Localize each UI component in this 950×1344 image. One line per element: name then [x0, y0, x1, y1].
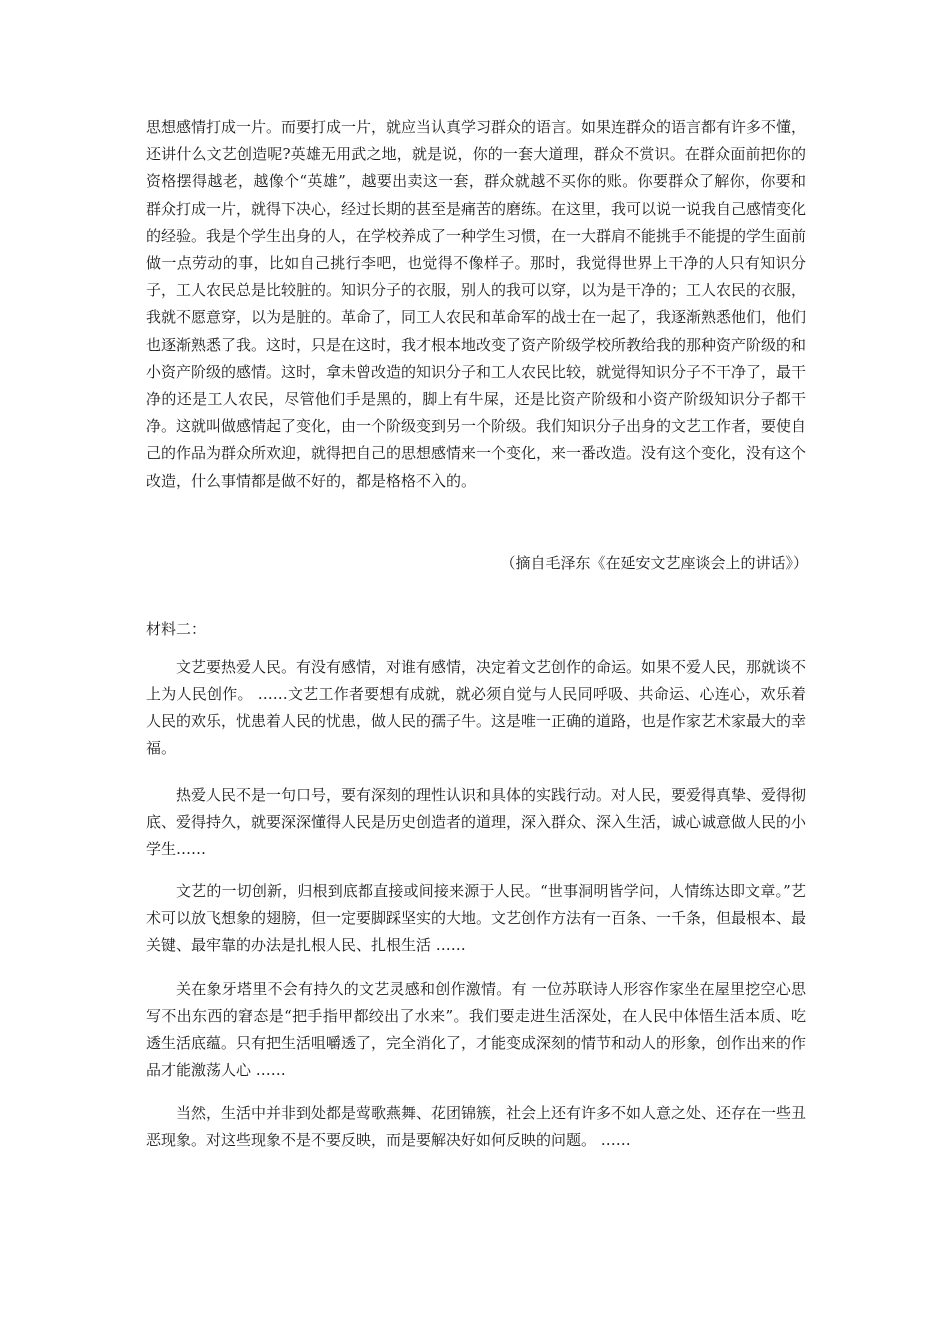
material-2-paragraph-3: 文艺的一切创新，归根到底都直接或间接来源于人民。“世事洞明皆学问，人情练达即文章。”艺术可以放飞想象的翅膀，但一定要脚踩坚实的大地。文艺创作方法有一百条、一千条，但最根本、最关键、最牢靠的办法是扎根人民、扎根生活 ……: [146, 882, 807, 954]
material-2-paragraph-5: 当然，生活中并非到处都是莺歌燕舞、花团锦簇，社会上还有许多不如人意之处、还存在一些丑恶现象。对这些现象不是不要反映，而是要解决好如何反映的问题。 ……: [146, 1104, 807, 1149]
material-2-paragraph-2: 热爱人民不是一句口号，要有深刻的理性认识和具体的实践行动。对人民，要爱得真挚、爱得彻底、爱得持久，就要深深懂得人民是历史创造者的道理，深入群众、深入生活，诚心诚意做人民的小学生……: [146, 786, 807, 858]
material-2-paragraph-1: 文艺要热爱人民。有没有感情，对谁有感情，决定着文艺创作的命运。如果不爱人民，那就谈不上为人民创作。 ……文艺工作者要想有成就，就必须自觉与人民同呼吸、共命运、心连心，欢乐着人民的欢乐，忧患着人民的忧患，做人民的孺子牛。这是唯一正确的道路，也是作家艺术家最大的幸福。: [146, 658, 807, 757]
material-1-source-citation: （摘自毛泽东《在延安文艺座谈会上的讲话》）: [500, 554, 808, 572]
material-2-paragraph-4: 关在象牙塔里不会有持久的文艺灵感和创作激情。有 一位苏联诗人形容作家坐在屋里挖空心思写不出东西的窘态是“把手指甲都绞出了水来”。我们要走进生活深处，在人民中体悟生活本质、吃透生活底蕴。只有把生活咀嚼透了，完全消化了，才能变成深刻的情节和动人的形象，创作出来的作品才能激荡人心 ……: [146, 980, 807, 1079]
material-2-heading: 材料二：: [146, 620, 207, 638]
material-1-paragraph: 思想感情打成一片。而要打成一片，就应当认真学习群众的语言。如果连群众的语言都有许多不懂，还讲什么文艺创造呢?英雄无用武之地，就是说，你的一套大道理，群众不赏识。在群众面前把你的资格摆得越老，越像个“英雄”，越要出卖这一套，群众就越不买你的账。你要群众了解你，你要和群众打成一片，就得下决心，经过长期的甚至是痛苦的磨练。在这里，我可以说一说我自己感情变化的经验。我是个学生出身的人，在学校养成了一种学生习惯，在一大群肩不能挑手不能提的学生面前做一点劳动的事，比如自己挑行李吧，也觉得不像样子。那时，我觉得世界上干净的人只有知识分子，工人农民总是比较脏的。知识分子的衣服，别人的我可以穿，以为是干净的；工人农民的衣服，我就不愿意穿，以为是脏的。革命了，同工人农民和革命军的战士在一起了，我逐渐熟悉他们，他们也逐渐熟悉了我。这时，只是在这时，我才根本地改变了资产阶级学校所教给我的那种资产阶级的和小资产阶级的感情。这时，拿未曾改造的知识分子和工人农民比较，就觉得知识分子不干净了，最干净的还是工人农民，尽管他们手是黑的，脚上有牛屎，还是比资产阶级和小资产阶级知识分子都干净。这就叫做感情起了变化，由一个阶级变到另一个阶级。我们知识分子出身的文艺工作者，要使自己的作品为群众所欢迎，就得把自己的思想感情来一个变化，来一番改造。没有这个变化，没有这个改造，什么事情都是做不好的，都是格格不入的。: [146, 118, 807, 490]
